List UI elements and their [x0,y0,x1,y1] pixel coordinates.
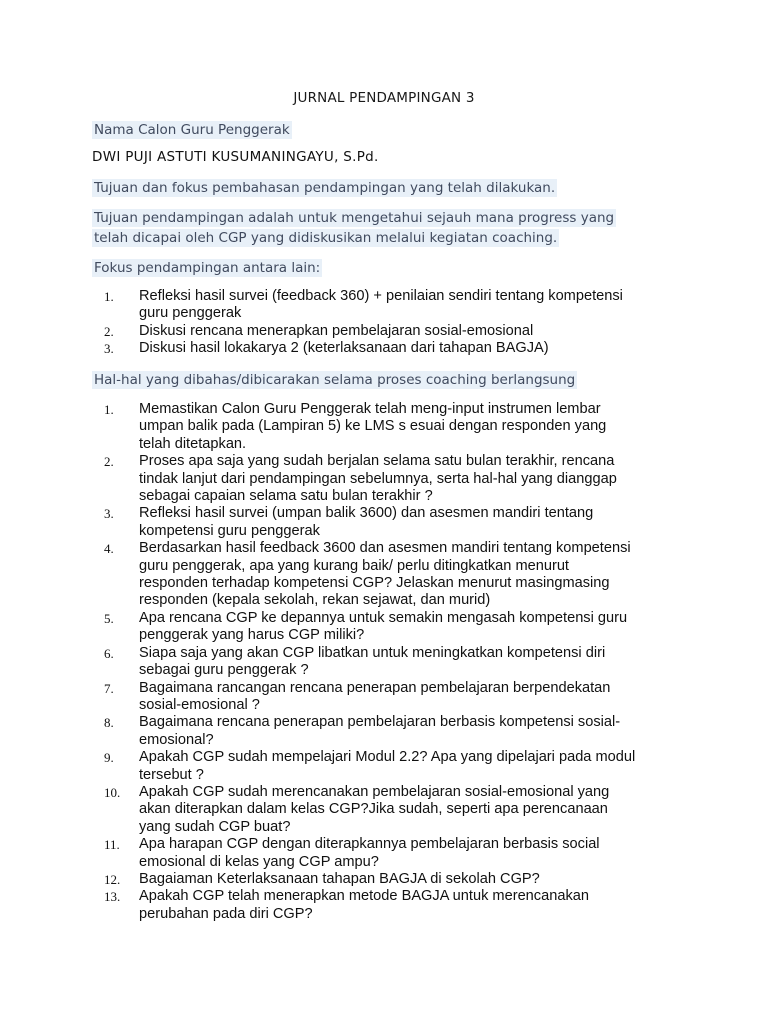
discussion-heading-text: Hal-hal yang dibahas/dibicarakan selama proses coaching berlangsung [94,372,576,388]
list-item-text: Bagaimana rancangan rencana penerapan pembelajaran berpendekatan sosial-emosional ? [139,679,611,713]
purpose-text [92,208,642,248]
list-number: 3. [104,341,114,357]
list-number: 9. [104,750,114,766]
purpose-text-body: Tujuan pendampingan adalah untuk mengetahui sejauh mana progress yang telah dicapai oleh CGP yang didiskusikan melalui kegiatan coaching. [94,210,615,246]
list-item [0,288,639,323]
list-item [0,540,639,610]
list-item [0,323,639,340]
list-item-text: Refleksi hasil survei (umpan balik 3600) dan asesmen mandiri tentang kompetensi guru penggerak [139,505,594,539]
list-number: 10. [104,784,121,800]
list-number: 4. [104,541,114,557]
list-item-text: Apakah CGP telah menerapkan metode BAGJA untuk merencanakan perubahan pada diri CGP? [139,888,589,922]
list-number: 1. [104,289,114,304]
list-number: 7. [104,680,114,696]
list-item-text: Diskusi hasil lokakarya 2 (keterlaksanaan dari tahapan BAGJA) [139,340,549,357]
list-item-text: Bagaiaman Keterlaksanaan tahapan BAGJA di sekolah CGP? [139,870,540,887]
name-label-text: Nama Calon Guru Penggerak [94,122,290,138]
list-item [0,505,639,540]
list-item-text: Apakah CGP sudah mempelajari Modul 2.2? Apa yang dipelajari pada modul tersebut ? [139,749,636,783]
list-number: 12. [104,871,121,887]
list-item-text: Bagaimana rencana penerapan pembelajaran berbasis kompetensi sosial-emosional? [139,714,621,748]
list-item [0,340,639,357]
list-item-text: Apa harapan CGP dengan diterapkannya pembelajaran berbasis social emosional di kelas yang CGP ampu? [139,836,600,870]
discussion-list [0,401,639,923]
list-item [0,749,639,784]
purpose-heading-text: Tujuan dan fokus pembahasan pendampingan yang telah dilakukan. [94,180,556,196]
list-item-text: Apa rencana CGP ke depannya untuk semakin mengasah kompetensi guru penggerak yang harus CGP miliki? [139,609,628,644]
list-number: 6. [104,645,114,661]
list-item [0,784,639,836]
list-item-text: Memastikan Calon Guru Penggerak telah meng-input instrumen lembar umpan balik pada (Lampiran 5) ke LMS s esuai dengan responden yang telah ditetapkan. [139,401,607,452]
purpose-heading [92,178,557,198]
discussion-heading [92,370,577,390]
candidate-name: DWI PUJI ASTUTI KUSUMANINGAYU, S.Pd. [92,149,379,165]
list-item [0,645,639,680]
focus-list [0,288,639,358]
list-item-text: Refleksi hasil survei (feedback 360) + penilaian sendiri tentang kompetensi guru penggerak [139,288,623,322]
document-title: JURNAL PENDAMPINGAN 3 [293,90,475,106]
list-number: 5. [104,610,114,626]
list-number: 3. [104,506,114,522]
list-item-text: Apakah CGP sudah merencanakan pembelajaran sosial-emosional yang akan diterapkan dalam kelas CGP?Jika sudah, seperti apa perencanaan yang sudah CGP buat? [139,783,610,835]
list-item [0,401,639,453]
focus-heading-text: Fokus pendampingan antara lain: [94,260,321,276]
list-number: 1. [104,402,114,417]
list-item [0,836,639,871]
list-item [0,871,639,888]
list-number: 8. [104,715,114,731]
list-item [0,453,639,505]
list-item [0,680,639,715]
list-item-text: Proses apa saja yang sudah berjalan selama satu bulan terakhir, rencana tindak lanjut dari pendampingan sebelumnya, serta hal-hal yang dianggap sebagai capaian selama satu bulan terakhir ? [139,453,617,505]
list-item-text: Siapa saja yang akan CGP libatkan untuk meningkatkan kompetensi diri sebagai guru penggerak ? [139,644,606,679]
list-item [0,714,639,749]
list-number: 2. [104,323,114,339]
list-item-text: Diskusi rencana menerapkan pembelajaran sosial-emosional [139,322,534,339]
name-label [92,120,292,140]
list-item [0,888,639,923]
list-item [0,610,639,645]
list-number: 11. [104,837,120,853]
list-number: 2. [104,454,114,470]
focus-heading [92,258,322,278]
list-number: 13. [104,889,121,905]
list-item-text: Berdasarkan hasil feedback 3600 dan asesmen mandiri tentang kompetensi guru penggerak, apa yang kurang baik/ perlu ditingkatkan menurut responden terhadap kompetensi CGP? Jelaskan menurut masingmasing responden (kepala sekolah, rekan sejawat, dan murid) [139,540,631,609]
